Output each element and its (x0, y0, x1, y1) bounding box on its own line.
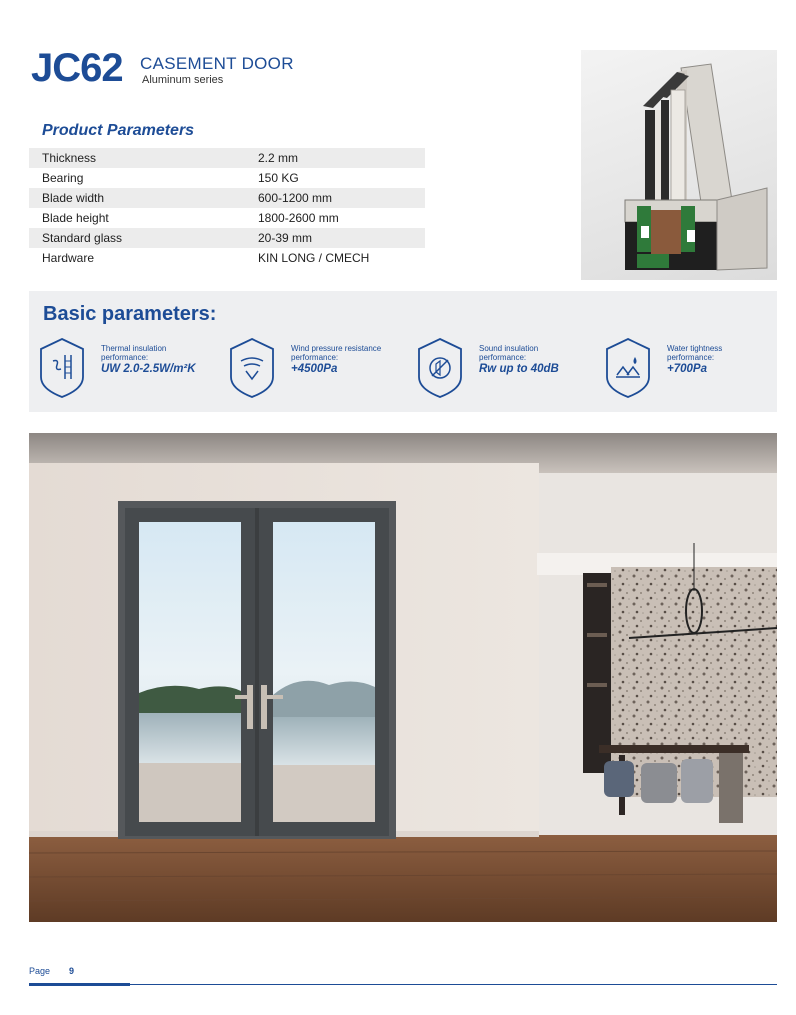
water-tightness-icon (605, 337, 651, 399)
product-parameters-table (29, 148, 425, 268)
param-value: 150 KG (258, 171, 299, 185)
table-row (29, 248, 425, 268)
profile-cross-section-image (581, 50, 777, 280)
perf-value: UW 2.0-2.5W/m²K (101, 363, 196, 375)
param-value: 600-1200 mm (258, 188, 425, 208)
product-type: CASEMENT DOOR (140, 54, 294, 73)
param-value: KIN LONG / CMECH (258, 251, 370, 265)
perf-label: Water tightness performance: (667, 344, 723, 362)
page-label: Page (29, 966, 51, 976)
param-label: Standard glass (29, 228, 258, 248)
sound-insulation-icon (417, 337, 463, 399)
sound-insulation-item (417, 337, 597, 401)
profile-illustration (581, 50, 777, 280)
perf-label: Thermal insulation performance: (101, 344, 167, 362)
table-row (29, 148, 425, 168)
thermal-insulation-icon (39, 337, 85, 399)
param-label: Hardware (42, 251, 95, 265)
product-series: Aluminum series (142, 74, 224, 86)
perf-label: Sound insulation performance: (479, 344, 539, 362)
param-label: Blade width (29, 188, 258, 208)
model-title: JC62 (31, 46, 123, 90)
page-number: 9 (69, 966, 75, 976)
basic-parameters-panel (29, 291, 777, 412)
param-label: Blade height (42, 211, 109, 225)
param-label: Bearing (42, 171, 84, 185)
wind-pressure-item (229, 337, 409, 401)
perf-label: Wind pressure resistance performance: (291, 344, 382, 362)
param-value: 1800-2600 mm (258, 211, 339, 225)
param-value: 2.2 mm (258, 148, 425, 168)
param-value: 20-39 mm (258, 228, 425, 248)
param-label: Thickness (29, 148, 258, 168)
table-row (29, 168, 425, 188)
water-tightness-item (605, 337, 785, 401)
wind-pressure-icon (229, 337, 275, 399)
perf-value: +700Pa (667, 363, 707, 375)
perf-value: +4500Pa (291, 363, 338, 375)
table-row (29, 228, 425, 248)
interior-door-photo (29, 433, 777, 922)
thermal-insulation-item (39, 337, 219, 401)
product-parameters-heading: Product Parameters (42, 122, 195, 139)
footer-rule (29, 984, 777, 985)
table-row (29, 188, 425, 208)
footer-rule-accent (29, 983, 130, 986)
basic-parameters-heading: Basic parameters: (43, 303, 217, 325)
table-row (29, 208, 425, 228)
perf-value: Rw up to 40dB (479, 363, 559, 375)
